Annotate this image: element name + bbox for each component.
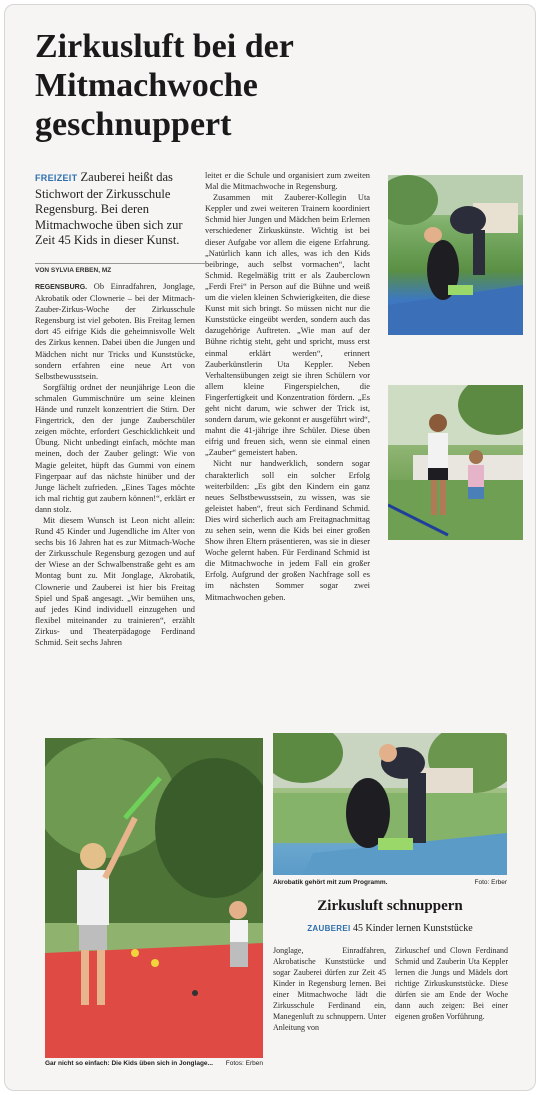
newspaper-clipping: [4, 4, 536, 1091]
caption-juggling: [45, 1060, 263, 1067]
caption-text: Gar nicht so einfach: Die Kids üben sich in Jonglage...: [45, 1060, 213, 1067]
sidebar-dek: [273, 923, 507, 934]
article-column-2: [205, 170, 370, 603]
sidebar-dek-text: 45 Kinder lernen Kunststücke: [353, 923, 473, 934]
photo-acrobatics-bottom: [273, 733, 507, 875]
caption-acrobatics: [273, 879, 507, 886]
lead-kicker: FREIZEIT: [35, 173, 78, 183]
sidebar-kicker: ZAUBEREI: [307, 924, 351, 933]
photo-credit: Foto: Erber: [474, 879, 507, 886]
article-paragraph: leitet er die Schule und organisiert zum zweiten Mal die Mitmachwoche in Regensburg.: [205, 171, 370, 192]
article-column-1: [35, 281, 195, 648]
caption-text: Akrobatik gehört mit zum Programm.: [273, 879, 388, 886]
photo-juggling: [45, 738, 263, 1058]
article-paragraph: REGENSBURG. Ob Einradfahren, Jonglage, Akrobatik oder Clownerie – bei der Mitmach-Zauber-Zirkus-Woche der Zirkusschule Regensburg ist viel geboten. Bis Freitag lernen dort 45 eifrige Kids die geheimnisvolle Welt des Zirkus kennen. Dabei üben die Jungen und Mädchen nicht nur Tricks und Kunststücke, sondern erfahren eine neue Art von Selbstbewusstsein.: [35, 282, 195, 381]
headline: Zirkusluft bei der Mitmachwoche geschnuppert: [35, 28, 294, 143]
dateline: REGENSBURG.: [35, 284, 88, 291]
article-paragraph: Mit diesem Wunsch ist Leon nicht allein: Rund 45 Kinder und Jugendliche im Alter von sechs bis 16 Jahren hat es zur Mitmach-Woche der Zirkusschule Regensburg gezogen und auf der Wiese an der Schwalbenstraße geht es am Montag bunt zu. Mit Jonglage, Akrobatik, Clownerie und Zauberei ist hier bis Freitag Spiel und Spaß angesagt. „Wir bemühen uns, auf jedes Kind individuell einzugehen und flexibel miteinander zu trainieren“, erzählt Zirkus- und Theaterpädagoge Ferdinand Schmid. Seit sechs Jahren: [35, 515, 195, 647]
sidebar-column-2: Zirkuschef und Clown Ferdinand Schmid und Zauberin Uta Keppler lernen die Jungs und Mädels dort richtige Zirkuskunststücke. Diese dürfen sie am Ende der Woche dann auch zeigen: Bei einer eigenen großen Vorführung.: [395, 946, 508, 1021]
article-paragraph: Nicht nur handwerklich, sondern sogar charakterlich soll ein solcher Erfolg weiterbilden: „Es gibt den Kindern ein ganz neues Selbstbewusstsein, zu wissen, was sie geleistet haben“, freut sich Ferdinand Schmid. Dies wird sicherlich auch am Freitagnachmittag zu sehen sein, wenn die Kids bei einer großen Show ihren Eltern präsentieren, was sie in dieser Woche gelernt haben. Für Ferdinand Schmid ist die Mitmachwoche in jedem Fall ein großer Erfolg. Aufgrund der großen Nachfrage soll es im nächsten Sommer sogar zwei Mitmachwochen geben.: [205, 459, 370, 602]
lead-text: Zauberei heißt das Stichwort der Zirkusschule Regensburg. Bei deren Mitmachwoche üben sich zur Zeit 45 Kids in dieser Kunst.: [35, 170, 183, 247]
lead-paragraph: [35, 170, 205, 249]
photo-rope-practice: [388, 385, 523, 540]
photo-credit: Fotos: Erben: [225, 1060, 263, 1067]
article-paragraph: Zusammen mit Zauberer-Kollegin Uta Keppler und zwei weiteren Trainern koordiniert Schmid hier Jungen und Mädchen beim Erlernen verschiedener Zirkuskünste. Wichtig ist bei dieser Aufgabe vor allem die eigene Erfahrung. „Natürlich kann ich alles, was ich den Kids beibringe, auch selbst vormachen“, lacht Schmid. Regelmäßig tritt er als Zauberclown „Ferdi Frei“ in Person auf die Bühne und weiß um die vielen kleinen Schwierigkeiten, die diese Kunst mit sich bringt. So müssen nicht nur die Kunststücke eingeübt werden, sondern auch das dazugehörige Auftreten. „Wie man auf der Bühne richtig steht, geht und spricht, muss erst einmal erklärt werden“, erinnert Zauberkünstlerin Uta Keppler. Neben Verhaltensübungen zeigt sie ihren Schülern vor allem kleine Fingerspielchen, die Fingerfertigkeit und Konzentration fördern. „Es geht nicht darum, wie schwer der Trick ist, sondern darum, wie gekonnt er ausgeführt wird“, mahnt die 41-jährige ihre Schüler. Diese üben eifrig und freuen sich, wenn sie einmal einen „Zauber“ gemeistert haben.: [205, 193, 370, 458]
sidebar-column-1: Jonglage, Einradfahren, Akrobatische Kunststücke und sogar Zauberei dürfen zur Zeit 45 Kinder in Regensburg lernen. Bei einer Mitmachwoche lädt die Zirkusschule Ferdinand ein, Manegenluft zu schnuppern. Unter Anleitung von: [273, 946, 386, 1032]
article-paragraph: Sorgfältig ordnet der neunjährige Leon die schmalen Gummischnüre um seine kleinen Hände und runzelt konzentriert die Stirn. Der Fingertrick, den der junge Zauberschüler zeigen möchte, erfordert Geschicklichkeit und Übung. Nicht unbedingt einfach, möchte man meinen, doch der Zauber gelingt: Wie von Magie geleitet, hüpft das Gummi von einem Fingerpaar auf das nächste hinüber und der Junge lächelt zufrieden. „Eines Tages möchte ich mal richtig gut zaubern können!“, erklärt er dann stolz.: [35, 382, 195, 514]
byline: VON SYLVIA ERBEN, MZ: [35, 263, 205, 274]
photo-acrobatics-top: [388, 175, 523, 335]
sidebar-headline: Zirkusluft schnuppern: [317, 898, 463, 914]
